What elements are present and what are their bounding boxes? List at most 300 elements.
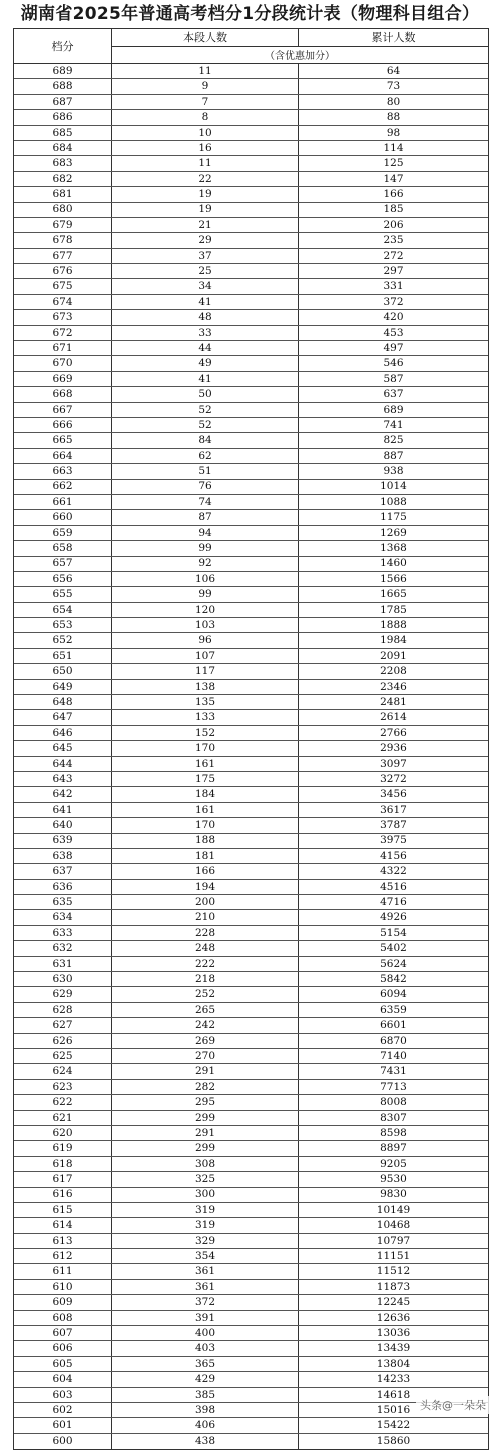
table-row [14, 64, 488, 79]
cell-score: 634 [14, 910, 112, 924]
table-row [14, 972, 488, 987]
cell-score: 646 [14, 726, 112, 740]
cell-segment-count: 161 [112, 757, 299, 771]
cell-segment-count: 99 [112, 587, 299, 601]
table-row [14, 1172, 488, 1187]
cell-score: 659 [14, 526, 112, 540]
header-top-row [112, 29, 488, 47]
cell-segment-count: 354 [112, 1249, 299, 1263]
cell-cumulative-count: 2208 [380, 665, 407, 678]
cell-segment-count: 175 [112, 772, 299, 786]
cell-cumulative-count: 4156 [380, 849, 407, 862]
cell-segment-count: 181 [112, 849, 299, 863]
cell-score: 685 [14, 126, 112, 140]
cell-score: 601 [14, 1418, 112, 1432]
cell-segment-count: 429 [112, 1372, 299, 1386]
cell-score: 620 [14, 1126, 112, 1140]
table-row [14, 910, 488, 925]
table-row [14, 618, 488, 633]
cell-cumulative-count: 14233 [376, 1373, 411, 1386]
cell-score: 672 [14, 326, 112, 340]
table-row [14, 403, 488, 418]
cell-cumulative-count: 1785 [380, 603, 407, 616]
table-row [14, 110, 488, 125]
cell-score: 684 [14, 141, 112, 155]
cell-cumulative-count: 166 [383, 188, 404, 201]
cell-score: 645 [14, 741, 112, 755]
cell-segment-count: 170 [112, 818, 299, 832]
cell-cumulative-count: 15422 [376, 1419, 411, 1432]
cell-segment-count: 184 [112, 787, 299, 801]
cell-segment-count: 52 [112, 403, 299, 417]
table-row [14, 356, 488, 371]
cell-score: 682 [14, 172, 112, 186]
table-row [14, 1418, 488, 1433]
cell-score: 681 [14, 187, 112, 201]
cell-score: 677 [14, 249, 112, 263]
cell-segment-count: 11 [112, 64, 299, 78]
cell-cumulative-count: 114 [383, 141, 404, 154]
cell-segment-count: 52 [112, 418, 299, 432]
cell-segment-count: 188 [112, 834, 299, 848]
table-row [14, 695, 488, 710]
cell-score: 629 [14, 987, 112, 1001]
cell-cumulative-count: 80 [386, 95, 401, 108]
cell-cumulative-count: 546 [383, 357, 404, 370]
cell-segment-count: 299 [112, 1141, 299, 1155]
table-row [14, 1018, 488, 1033]
cell-segment-count: 166 [112, 864, 299, 878]
cell-score: 635 [14, 895, 112, 909]
cell-segment-count: 248 [112, 941, 299, 955]
cell-segment-count: 8 [112, 110, 299, 124]
cell-segment-count: 291 [112, 1126, 299, 1140]
cell-score: 667 [14, 403, 112, 417]
cell-cumulative-count: 9530 [380, 1173, 407, 1186]
cell-cumulative-count: 2936 [380, 742, 407, 755]
cell-cumulative-count: 5842 [380, 972, 407, 985]
cell-score: 653 [14, 618, 112, 632]
cell-score: 680 [14, 203, 112, 217]
table-row [14, 95, 488, 110]
cell-score: 621 [14, 1111, 112, 1125]
cell-segment-count: 252 [112, 987, 299, 1001]
cell-segment-count: 103 [112, 618, 299, 632]
cell-cumulative-count: 6359 [380, 1003, 407, 1016]
cell-cumulative-count: 1014 [380, 480, 407, 493]
table-row [14, 418, 488, 433]
cell-score: 610 [14, 1280, 112, 1294]
cell-score: 636 [14, 880, 112, 894]
cell-cumulative-count: 1566 [380, 572, 407, 585]
cell-cumulative-count: 8897 [380, 1142, 407, 1155]
cell-score: 632 [14, 941, 112, 955]
cell-segment-count: 50 [112, 387, 299, 401]
table-row [14, 510, 488, 525]
cell-score: 686 [14, 110, 112, 124]
table-row [14, 941, 488, 956]
cell-score: 688 [14, 79, 112, 93]
cell-segment-count: 291 [112, 1064, 299, 1078]
cell-cumulative-count: 372 [383, 295, 404, 308]
table-row [14, 1064, 488, 1079]
table-row [14, 156, 488, 171]
cell-cumulative-count: 88 [386, 111, 401, 124]
table-row [14, 710, 488, 725]
cell-score: 640 [14, 818, 112, 832]
table-row [14, 1111, 488, 1126]
table-row [14, 741, 488, 756]
table-row [14, 787, 488, 802]
cell-segment-count: 16 [112, 141, 299, 155]
table-row [14, 203, 488, 218]
cell-cumulative-count: 2766 [380, 726, 407, 739]
table-row [14, 1080, 488, 1095]
cell-score: 638 [14, 849, 112, 863]
cell-cumulative-count: 11512 [376, 1265, 411, 1278]
cell-cumulative-count: 11873 [376, 1280, 411, 1293]
cell-score: 611 [14, 1264, 112, 1278]
cell-cumulative-count: 8307 [380, 1111, 407, 1124]
cell-score: 650 [14, 664, 112, 678]
table-row [14, 1341, 488, 1356]
cell-segment-count: 117 [112, 664, 299, 678]
cell-score: 648 [14, 695, 112, 709]
cell-score: 651 [14, 649, 112, 663]
cell-segment-count: 406 [112, 1418, 299, 1432]
table-row [14, 818, 488, 833]
cell-cumulative-count: 185 [383, 203, 404, 216]
cell-score: 633 [14, 926, 112, 940]
table-row [14, 664, 488, 679]
cell-segment-count: 9 [112, 79, 299, 93]
cell-score: 622 [14, 1095, 112, 1109]
cell-cumulative-count: 73 [386, 80, 401, 93]
cell-cumulative-count: 887 [383, 449, 404, 462]
table-row [14, 526, 488, 541]
table-row [14, 1311, 488, 1326]
cell-cumulative-count: 5624 [380, 957, 407, 970]
cell-score: 631 [14, 957, 112, 971]
table-row [14, 126, 488, 141]
cell-segment-count: 295 [112, 1095, 299, 1109]
cell-segment-count: 228 [112, 926, 299, 940]
cell-score: 627 [14, 1018, 112, 1032]
cell-cumulative-count: 6094 [380, 988, 407, 1001]
cell-segment-count: 96 [112, 633, 299, 647]
cell-segment-count: 299 [112, 1111, 299, 1125]
cell-cumulative-count: 235 [383, 234, 404, 247]
table-row [14, 480, 488, 495]
cell-cumulative-count: 7140 [380, 1049, 407, 1062]
table-row [14, 310, 488, 325]
cell-cumulative-count: 10149 [376, 1203, 411, 1216]
cell-cumulative-count: 9205 [380, 1157, 407, 1170]
cell-segment-count: 84 [112, 433, 299, 447]
cell-score: 674 [14, 295, 112, 309]
page-title: 湖南省2025年普通高考档分1分段统计表（物理科目组合） [20, 4, 480, 24]
cell-cumulative-count: 689 [383, 403, 404, 416]
cell-cumulative-count: 5402 [380, 942, 407, 955]
cell-segment-count: 361 [112, 1280, 299, 1294]
table-row [14, 372, 488, 387]
table-row [14, 1372, 488, 1387]
cell-cumulative-count: 64 [386, 64, 401, 77]
table-row [14, 326, 488, 341]
cell-score: 669 [14, 372, 112, 386]
cell-cumulative-count: 11151 [376, 1250, 411, 1263]
cell-score: 657 [14, 557, 112, 571]
cell-score: 606 [14, 1341, 112, 1355]
table-row [14, 880, 488, 895]
table-row [14, 726, 488, 741]
cell-score: 615 [14, 1203, 112, 1217]
cell-score: 626 [14, 1034, 112, 1048]
cell-cumulative-count: 3456 [380, 788, 407, 801]
cell-score: 614 [14, 1218, 112, 1232]
table-row [14, 1249, 488, 1264]
cell-cumulative-count: 9830 [380, 1188, 407, 1201]
cell-score: 637 [14, 864, 112, 878]
cell-segment-count: 200 [112, 895, 299, 909]
cell-score: 609 [14, 1295, 112, 1309]
table-row [14, 680, 488, 695]
table-row [14, 926, 488, 941]
table-row [14, 464, 488, 479]
cell-segment-count: 152 [112, 726, 299, 740]
cell-cumulative-count: 3975 [380, 834, 407, 847]
cell-score: 679 [14, 218, 112, 232]
cell-score: 671 [14, 341, 112, 355]
cell-score: 616 [14, 1188, 112, 1202]
cell-cumulative-count: 4926 [380, 911, 407, 924]
cell-cumulative-count: 6870 [380, 1034, 407, 1047]
table-row [14, 1326, 488, 1341]
cell-segment-count: 300 [112, 1188, 299, 1202]
cell-cumulative-count: 10797 [376, 1234, 411, 1247]
table-row [14, 1295, 488, 1310]
table-row [14, 1264, 488, 1279]
table-row [14, 264, 488, 279]
table-row [14, 449, 488, 464]
cell-segment-count: 242 [112, 1018, 299, 1032]
table-row [14, 1218, 488, 1233]
cell-score: 619 [14, 1141, 112, 1155]
cell-segment-count: 25 [112, 264, 299, 278]
cell-segment-count: 265 [112, 1003, 299, 1017]
cell-score: 668 [14, 387, 112, 401]
cell-score: 670 [14, 356, 112, 370]
table-row [14, 633, 488, 648]
table-row [14, 1126, 488, 1141]
cell-segment-count: 403 [112, 1341, 299, 1355]
table-row [14, 1188, 488, 1203]
table-row [14, 218, 488, 233]
cell-segment-count: 400 [112, 1326, 299, 1340]
cell-segment-count: 19 [112, 203, 299, 217]
table-body [14, 64, 488, 1449]
cell-score: 617 [14, 1172, 112, 1186]
cell-segment-count: 99 [112, 541, 299, 555]
cell-score: 639 [14, 834, 112, 848]
cell-segment-count: 51 [112, 464, 299, 478]
table-row [14, 541, 488, 556]
table-row [14, 1280, 488, 1295]
cell-segment-count: 41 [112, 372, 299, 386]
cell-segment-count: 365 [112, 1357, 299, 1371]
cell-segment-count: 319 [112, 1203, 299, 1217]
cell-segment-count: 161 [112, 803, 299, 817]
cell-cumulative-count: 331 [383, 280, 404, 293]
cell-cumulative-count: 3272 [380, 772, 407, 785]
table-row [14, 864, 488, 879]
cell-segment-count: 21 [112, 218, 299, 232]
cell-segment-count: 48 [112, 310, 299, 324]
cell-segment-count: 319 [112, 1218, 299, 1232]
cell-segment-count: 22 [112, 172, 299, 186]
cell-cumulative-count: 1175 [380, 511, 407, 524]
cell-score: 643 [14, 772, 112, 786]
table-row [14, 603, 488, 618]
cell-score: 603 [14, 1388, 112, 1402]
cell-segment-count: 37 [112, 249, 299, 263]
table-row [14, 849, 488, 864]
cell-cumulative-count: 1665 [380, 588, 407, 601]
cell-segment-count: 391 [112, 1311, 299, 1325]
cell-cumulative-count: 4322 [380, 865, 407, 878]
cell-score: 630 [14, 972, 112, 986]
score-table [13, 28, 489, 1450]
cell-score: 658 [14, 541, 112, 555]
cell-segment-count: 19 [112, 187, 299, 201]
table-row [14, 772, 488, 787]
table-row [14, 957, 488, 972]
cell-cumulative-count: 15860 [376, 1435, 411, 1448]
cell-segment-count: 62 [112, 449, 299, 463]
cell-score: 656 [14, 572, 112, 586]
cell-segment-count: 170 [112, 741, 299, 755]
cell-segment-count: 325 [112, 1172, 299, 1186]
cell-cumulative-count: 1368 [380, 542, 407, 555]
watermark: 头条@一朵朵 [416, 1396, 490, 1414]
cell-segment-count: 398 [112, 1403, 299, 1417]
cell-cumulative-count: 14618 [376, 1388, 411, 1401]
cell-cumulative-count: 272 [383, 249, 404, 262]
cell-cumulative-count: 10468 [376, 1219, 411, 1232]
cell-segment-count: 269 [112, 1034, 299, 1048]
table-row [14, 649, 488, 664]
cell-cumulative-count: 938 [383, 465, 404, 478]
table-row [14, 387, 488, 402]
cell-cumulative-count: 13804 [376, 1357, 411, 1370]
cell-score: 678 [14, 233, 112, 247]
table-row [14, 233, 488, 248]
table-row [14, 79, 488, 94]
cell-score: 655 [14, 587, 112, 601]
table-row [14, 757, 488, 772]
cell-cumulative-count: 125 [383, 157, 404, 170]
table-row [14, 187, 488, 202]
cell-segment-count: 92 [112, 557, 299, 571]
cell-segment-count: 11 [112, 156, 299, 170]
cell-cumulative-count: 637 [383, 388, 404, 401]
table-row [14, 895, 488, 910]
cell-cumulative-count: 420 [383, 311, 404, 324]
cell-cumulative-count: 4716 [380, 896, 407, 909]
cell-score: 675 [14, 279, 112, 293]
cell-cumulative-count: 1460 [380, 557, 407, 570]
cell-segment-count: 74 [112, 495, 299, 509]
cell-cumulative-count: 7713 [380, 1080, 407, 1093]
table-row [14, 1234, 488, 1249]
cell-cumulative-count: 147 [383, 172, 404, 185]
cell-score: 664 [14, 449, 112, 463]
header-segment-count: 本段人数 [112, 29, 299, 46]
cell-segment-count: 135 [112, 695, 299, 709]
cell-cumulative-count: 206 [383, 218, 404, 231]
cell-cumulative-count: 5154 [380, 926, 407, 939]
table-row [14, 1141, 488, 1156]
table-row [14, 495, 488, 510]
cell-cumulative-count: 13036 [376, 1326, 411, 1339]
cell-cumulative-count: 13439 [376, 1342, 411, 1355]
cell-cumulative-count: 1269 [380, 526, 407, 539]
cell-cumulative-count: 3787 [380, 819, 407, 832]
cell-segment-count: 210 [112, 910, 299, 924]
cell-score: 666 [14, 418, 112, 432]
cell-segment-count: 29 [112, 233, 299, 247]
table-row [14, 1157, 488, 1172]
table-row [14, 1003, 488, 1018]
cell-score: 663 [14, 464, 112, 478]
table-row [14, 834, 488, 849]
cell-cumulative-count: 2091 [380, 649, 407, 662]
cell-score: 652 [14, 633, 112, 647]
cell-score: 613 [14, 1234, 112, 1248]
cell-score: 602 [14, 1403, 112, 1417]
cell-score: 687 [14, 95, 112, 109]
cell-score: 654 [14, 603, 112, 617]
cell-score: 624 [14, 1064, 112, 1078]
cell-score: 665 [14, 433, 112, 447]
cell-score: 661 [14, 495, 112, 509]
table-row [14, 249, 488, 264]
cell-score: 605 [14, 1357, 112, 1371]
cell-cumulative-count: 1984 [380, 634, 407, 647]
cell-cumulative-count: 8008 [380, 1096, 407, 1109]
cell-segment-count: 10 [112, 126, 299, 140]
cell-segment-count: 218 [112, 972, 299, 986]
table-row [14, 572, 488, 587]
cell-score: 647 [14, 710, 112, 724]
table-row [14, 1357, 488, 1372]
cell-segment-count: 76 [112, 480, 299, 494]
header-right-group [112, 29, 488, 63]
table-row [14, 557, 488, 572]
cell-segment-count: 107 [112, 649, 299, 663]
header-score: 档分 [14, 29, 112, 63]
table-row [14, 1434, 488, 1449]
table-row [14, 587, 488, 602]
cell-cumulative-count: 741 [383, 418, 404, 431]
cell-score: 608 [14, 1311, 112, 1325]
cell-score: 673 [14, 310, 112, 324]
cell-segment-count: 133 [112, 710, 299, 724]
table-row [14, 341, 488, 356]
cell-segment-count: 120 [112, 603, 299, 617]
cell-segment-count: 222 [112, 957, 299, 971]
header-note: （含优惠加分） [265, 51, 335, 63]
